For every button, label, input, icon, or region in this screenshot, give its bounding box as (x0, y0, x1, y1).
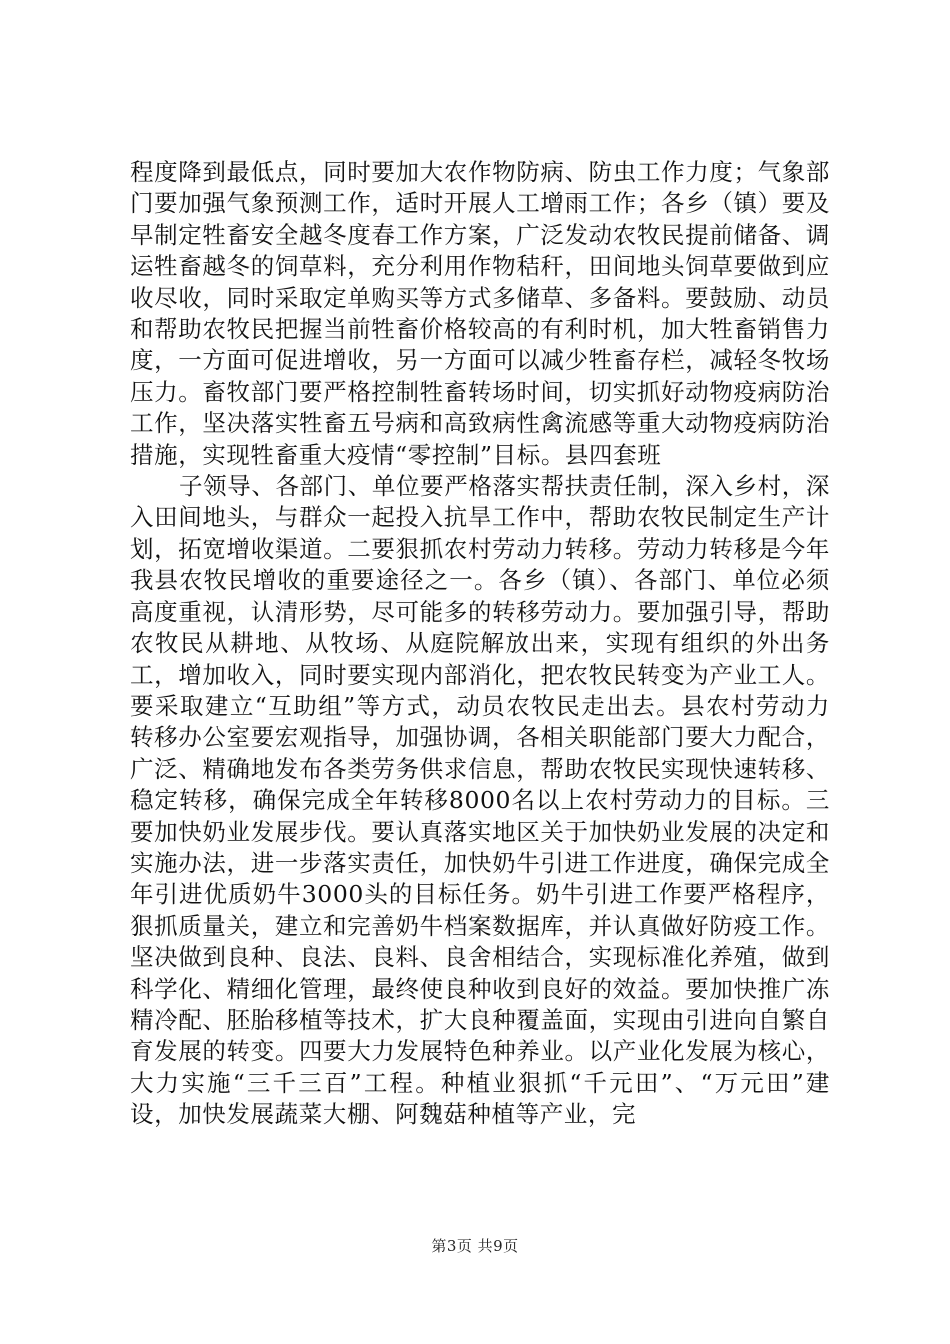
paragraph-1: 程度降到最低点，同时要加大农作物防病、防虫工作力度；气象部门要加强气象预测工作，适时开展人工增雨工作；各乡（镇）要及早制定牲畜安全越冬度春工作方案，广泛发动农牧民提前储备、调运牲畜越冬的饲草料，充分利用作物秸秆，田间地头饲草要做到应收尽收，同时采取定单购买等方式多储草、多备料。要鼓励、动员和帮助农牧民把握当前牲畜价格较高的有利时机，加大牲畜销售力度，一方面可促进增收，另一方面可以减少牲畜存栏，减轻冬牧场压力。畜牧部门要严格控制牲畜转场时间，切实抓好动物疫病防治工作，坚决落实牲畜五号病和高致病性禽流感等重大动物疫病防治措施，实现牲畜重大疫情“零控制”目标。县四套班 (130, 158, 830, 469)
document-body (130, 157, 830, 1131)
paragraph-2: 子领导、各部门、单位要严格落实帮扶责任制，深入乡村，深入田间地头，与群众一起投入抗旱工作中，帮助农牧民制定生产计划，拓宽增收渠道。二要狠抓农村劳动力转移。劳动力转移是今年我县农牧民增收的重要途径之一。各乡（镇）、各部门、单位必须高度重视，认清形势，尽可能多的转移劳动力。要加强引导，帮助农牧民从耕地、从牧场、从庭院解放出来，实现有组织的外出务工，增加收入，同时要实现内部消化，把农牧民转变为产业工人。要采取建立“互助组”等方式，动员农牧民走出去。县农村劳动力转移办公室要宏观指导，加强协调，各相关职能部门要大力配合，广泛、精确地发布各类劳务供求信息，帮助农牧民实现快速转移、稳定转移，确保完成全年转移8000名以上农村劳动力的目标。三要加快奶业发展步伐。要认真落实地区关于加快奶业发展的决定和实施办法，进一步落实责任，加快奶牛引进工作进度，确保完成全年引进优质奶牛3000头的目标任务。奶牛引进工作要严格程序，狠抓质量关，建立和完善奶牛档案数据库，并认真做好防疫工作。坚决做到良种、良法、良料、良舍相结合，实现标准化养殖，做到科学化、精细化管理，最终使良种收到良好的效益。要加快推广冻精冷配、胚胎移植等技术，扩大良种覆盖面，实现由引进向自繁自育发展的转变。四要大力发展特色种养业。以产业化发展为核心，大力实施“三千三百”工程。种植业狠抓“千元田”、“万元田”建设，加快发展蔬菜大棚、阿魏菇种植等产业，完 (130, 472, 830, 1129)
page-footer: 第3页 共9页 (431, 1237, 519, 1255)
